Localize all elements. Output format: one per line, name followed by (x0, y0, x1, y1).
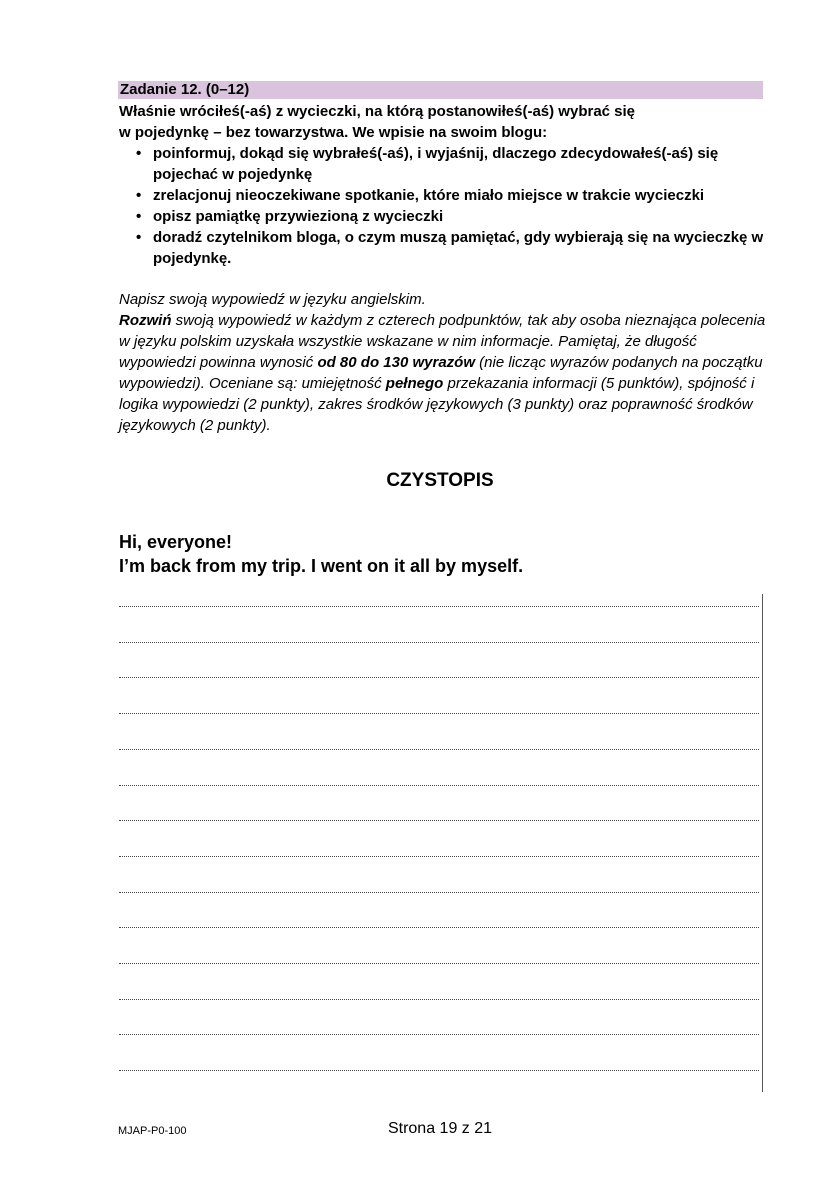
writing-line[interactable] (119, 713, 759, 714)
task-bullet-item (119, 206, 769, 227)
writing-line[interactable] (119, 999, 759, 1000)
answer-greeting: Hi, everyone! (119, 532, 233, 552)
task-bullet-text: poinformuj, dokąd się wybrałeś(-aś), i wyjaśnij, dlaczego zdecydowałeś(-aś) się pojechać w pojedynkę (153, 145, 719, 183)
task-header: Zadanie 12. (0–12) (118, 81, 763, 99)
writing-line[interactable] (119, 856, 759, 857)
footer-code: MJAP-P0-100 (118, 1125, 187, 1137)
task-bullet-item (119, 143, 769, 185)
writing-line[interactable] (119, 785, 759, 786)
instructions-body (119, 310, 769, 436)
task-bullet-text: zrelacjonuj nieoczekiwane spotkanie, które miało miejsce w trakcie wycieczki (153, 187, 705, 204)
instructions-text-3: przekazania informacji (5 punktów), spójność i logika wypowiedzi (2 punkty), zakres środków językowych (3 punkty) oraz poprawność środków językowych (2 punkty). (119, 375, 755, 434)
task-intro (119, 101, 769, 143)
instructions-text-1: swoją wypowiedź w każdym z czterech podpunktów, tak aby osoba nieznająca polecenia w języku polskim uzyskała wszystkie wskazane w nim informacje. Pamiętaj, że długość wypowiedzi powinna wynosić (119, 312, 766, 371)
writing-line[interactable] (119, 927, 759, 928)
writing-area[interactable] (119, 592, 763, 1092)
instructions-rozwin: Rozwiń (119, 312, 172, 329)
task-bullet-item (119, 185, 769, 206)
section-title: CZYSTOPIS (386, 470, 494, 491)
instructions-text-2: (nie licząc wyrazów podanych na początku wypowiedzi). Oceniane są: umiejętność (119, 354, 763, 392)
answer-opening: I’m back from my trip. I went on it all by myself. (119, 556, 524, 576)
bullet-icon: • (136, 145, 142, 162)
writing-line[interactable] (119, 820, 759, 821)
writing-area-border (762, 594, 763, 1092)
bullet-icon: • (136, 208, 142, 225)
instructions (119, 289, 769, 436)
writing-line[interactable] (119, 892, 759, 893)
task-bullet-text: doradź czytelnikom bloga, o czym muszą pamiętać, gdy wybierają się na wycieczkę w pojedynkę. (153, 229, 764, 267)
writing-line[interactable] (119, 1070, 759, 1071)
bullet-icon: • (136, 229, 142, 246)
instructions-length: od 80 do 130 wyrazów (317, 354, 475, 371)
writing-line[interactable] (119, 677, 759, 678)
task-intro-line-2: w pojedynkę – bez towarzystwa. We wpisie na swoim blogu: (119, 124, 548, 141)
bullet-icon: • (136, 187, 142, 204)
footer-page-number: Strona 19 z 21 (387, 1120, 493, 1137)
writing-line[interactable] (119, 963, 759, 964)
task-bullet-list (119, 143, 769, 269)
instructions-line-1: Napisz swoją wypowiedź w języku angielskim. (119, 291, 426, 308)
writing-line[interactable] (119, 749, 759, 750)
writing-line[interactable] (119, 1034, 759, 1035)
task-intro-line-1: Właśnie wróciłeś(-aś) z wycieczki, na którą postanowiłeś(-aś) wybrać się (119, 103, 636, 120)
task-bullet-text: opisz pamiątkę przywiezioną z wycieczki (153, 208, 444, 225)
writing-line[interactable] (119, 642, 759, 643)
task-bullet-item (119, 227, 769, 269)
instructions-pelnego: pełnego (385, 375, 444, 392)
writing-line[interactable] (119, 606, 759, 607)
